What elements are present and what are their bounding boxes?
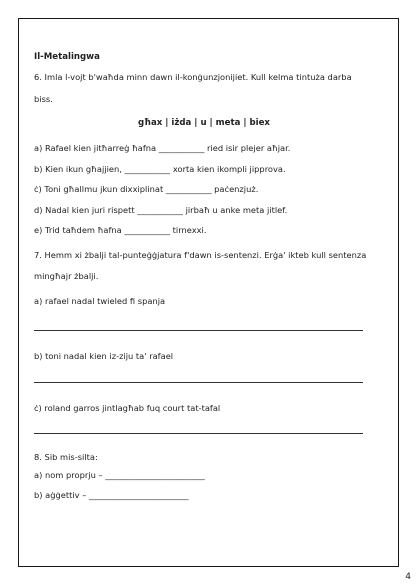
question-8-instruction: 8. Sib mis-silta: bbox=[34, 452, 98, 462]
answer-line-a[interactable] bbox=[34, 330, 363, 331]
answer-line-c[interactable] bbox=[34, 433, 363, 434]
question-8-item-b: b) aġġettiv – ________________________ bbox=[34, 490, 189, 500]
question-6-item-e: e) Trid taħdem ħafna ___________ tirnexxi. bbox=[34, 225, 207, 235]
question-7-item-a: a) rafael nadal twieled fi spanja bbox=[34, 296, 166, 306]
word-bank: għax | iżda | u | meta | biex bbox=[138, 118, 270, 128]
question-6-instruction: 6. Imla l-vojt b'waħda minn dawn il-konġunzjonijiet. Kull kelma tintuża darba bbox=[34, 72, 352, 82]
page-number: 4 bbox=[405, 572, 411, 582]
question-7-item-b: b) toni nadal kien iz-ziju ta' rafael bbox=[34, 351, 174, 361]
question-7-instruction-continued: mingħajr żbalji. bbox=[34, 271, 99, 281]
page-border bbox=[18, 18, 399, 567]
question-7-item-c: ċ) roland garros jintlagħab fuq court tat-tafal bbox=[34, 403, 221, 413]
answer-line-b[interactable] bbox=[34, 382, 363, 383]
question-7-instruction: 7. Hemm xi żbalji tal-punteġġjatura f'dawn is-sentenzi. Erġa' ikteb kull sentenza bbox=[34, 250, 367, 260]
question-6-item-d: d) Nadal kien juri rispett ___________ jirbaħ u anke meta jitlef. bbox=[34, 205, 288, 215]
question-6-item-c: ċ) Toni għallmu jkun dixxiplinat ___________ paċenzjuż. bbox=[34, 184, 259, 194]
question-6-instruction-continued: biss. bbox=[34, 94, 53, 104]
question-8-item-a: a) nom proprju – ________________________ bbox=[34, 470, 205, 480]
question-6-item-a: a) Rafael kien jitħarreġ ħafna ___________ ried isir plejer aħjar. bbox=[34, 143, 291, 153]
section-title: Il-Metalingwa bbox=[34, 52, 100, 62]
question-6-item-b: b) Kien ikun għajjien, ___________ xorta kien ikompli jipprova. bbox=[34, 164, 286, 174]
